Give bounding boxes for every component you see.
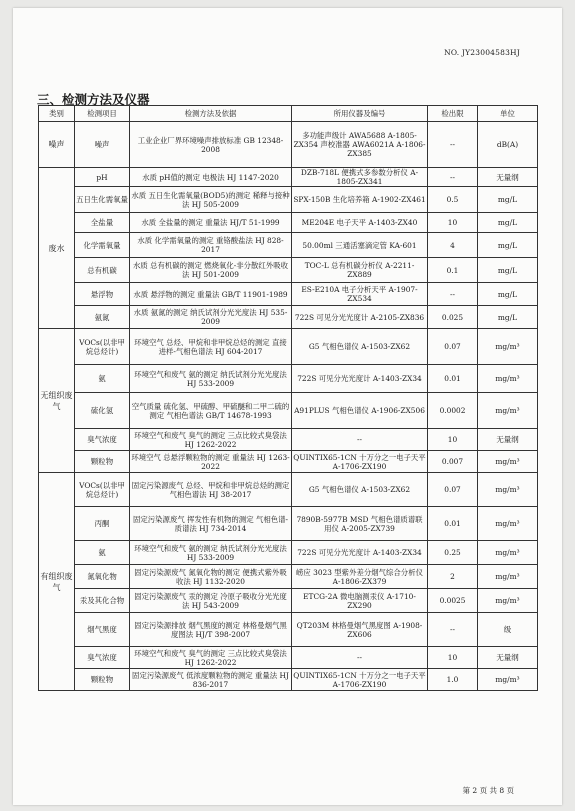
table-row	[39, 168, 538, 187]
document-page	[13, 8, 562, 805]
limit-cell: 0.07	[428, 329, 478, 365]
unit-cell: 无量纲	[478, 429, 538, 451]
item-cell: 氨氮	[75, 306, 130, 329]
method-cell: 水质 pH值的测定 电极法 HJ 1147-2020	[130, 168, 292, 187]
method-cell: 空气质量 硫化氢、甲硫醇、甲硫醚和二甲二硫的测定 气相色谱法 GB/T 14678-1993	[130, 393, 292, 429]
instrument-cell: 722S 可见分光光度计 A-1403-ZX34	[292, 365, 428, 393]
unit-cell: mg/L	[478, 233, 538, 258]
instrument-cell: 722S 可见分光光度计 A-1403-ZX34	[292, 541, 428, 565]
instrument-cell: --	[292, 429, 428, 451]
item-cell: 总有机碳	[75, 258, 130, 283]
method-cell: 固定污染源废气 氮氧化物的测定 便携式紫外吸收法 HJ 1132-2020	[130, 565, 292, 589]
table-row	[39, 565, 538, 589]
unit-cell: mg/m³	[478, 541, 538, 565]
limit-cell: 0.5	[428, 187, 478, 213]
item-cell: pH	[75, 168, 130, 187]
instrument-cell: ES-E210A 电子分析天平 A-1907-ZX534	[292, 283, 428, 306]
instrument-cell: QT203M 林格曼烟气黑度图 A-1908-ZX606	[292, 613, 428, 647]
limit-cell: --	[428, 122, 478, 168]
method-cell: 环境空气和废气 氨的测定 纳氏试剂分光光度法 HJ 533-2009	[130, 541, 292, 565]
header-detection-limit: 检出限	[428, 106, 478, 122]
item-cell: 氨	[75, 365, 130, 393]
table-row	[39, 122, 538, 168]
unit-cell: mg/m³	[478, 329, 538, 365]
table-row	[39, 647, 538, 669]
unit-cell: mg/m³	[478, 473, 538, 507]
header-unit: 单位	[478, 106, 538, 122]
table-row	[39, 451, 538, 473]
methods-instruments-table	[38, 105, 538, 691]
limit-cell: --	[428, 168, 478, 187]
document-number: NO. JY23004583HJ	[444, 48, 520, 57]
instrument-cell: G5 气相色谱仪 A-1503-ZX62	[292, 473, 428, 507]
instrument-cell: ME204E 电子天平 A-1403-ZX40	[292, 213, 428, 233]
instrument-cell: --	[292, 647, 428, 669]
unit-cell: mg/L	[478, 187, 538, 213]
method-cell: 环境空气和废气 臭气的测定 三点比较式臭袋法 HJ 1262-2022	[130, 647, 292, 669]
method-cell: 环境空气和废气 氨的测定 纳氏试剂分光光度法 HJ 533-2009	[130, 365, 292, 393]
limit-cell: 0.01	[428, 365, 478, 393]
header-category: 类别	[39, 106, 75, 122]
table-row	[39, 429, 538, 451]
method-cell: 水质 总有机碳的测定 燃烧氧化-非分散红外吸收法 HJ 501-2009	[130, 258, 292, 283]
table-row	[39, 329, 538, 365]
instrument-cell: QUINTIX65-1CN 十万分之一电子天平 A-1706-ZX190	[293, 670, 426, 689]
limit-cell: 10	[428, 429, 478, 451]
unit-cell: mg/L	[478, 213, 538, 233]
table-row	[39, 213, 538, 233]
unit-cell: 无量纲	[478, 168, 538, 187]
instrument-cell: A91PLUS 气相色谱仪 A-1906-ZX506	[292, 393, 428, 429]
instrument-cell: 7890B-5977B MSD 气相色谱质谱联用仪 A-2005-ZX739	[292, 507, 428, 541]
table-row	[39, 507, 538, 541]
unit-cell: mg/m³	[478, 589, 538, 613]
table-row	[39, 187, 538, 213]
header-item: 检测项目	[75, 106, 130, 122]
unit-cell: mg/m³	[478, 669, 538, 691]
item-cell: 烟气黑度	[75, 613, 130, 647]
method-cell: 水质 全盐量的测定 重量法 HJ/T 51-1999	[130, 213, 292, 233]
instrument-cell: 50.00ml 三通活塞滴定管 KA-601	[292, 233, 428, 258]
method-cell: 固定污染源废气 汞的测定 冷原子吸收分光光度法 HJ 543-2009	[130, 589, 292, 613]
table-row	[39, 258, 538, 283]
method-cell: 环境空气 总悬浮颗粒物的测定 重量法 HJ 1263-2022	[131, 452, 290, 471]
instrument-cell: TOC-L 总有机碳分析仪 A-2211-ZX889	[292, 258, 428, 283]
item-cell: 颗粒物	[75, 451, 130, 473]
method-cell: 工业企业厂界环境噪声排放标准 GB 12348-2008	[130, 122, 292, 168]
item-cell: 臭气浓度	[75, 647, 130, 669]
limit-cell: 0.07	[428, 473, 478, 507]
method-cell: 环境空气 总烃、甲烷和非甲烷总烃的测定 直接进样-气相色谱法 HJ 604-2017	[130, 329, 292, 365]
item-cell: VOCs(以非甲烷总烃计)	[75, 473, 130, 507]
section-title: 三、检测方法及仪器	[37, 92, 150, 107]
item-cell: 五日生化需氧量	[75, 187, 130, 213]
limit-cell: 0.01	[428, 507, 478, 541]
method-cell: 环境空气和废气 臭气的测定 三点比较式臭袋法 HJ 1262-2022	[130, 429, 292, 451]
method-cell: 固定污染源废气 总烃、甲烷和非甲烷总烃的测定 气相色谱法 HJ 38-2017	[130, 473, 292, 507]
item-cell: 颗粒物	[75, 669, 130, 691]
limit-cell: 10	[428, 213, 478, 233]
category-cell: 噪声	[39, 122, 75, 168]
table-row	[39, 393, 538, 429]
unit-cell: mg/m³	[478, 451, 538, 473]
method-cell: 固定污染源废气 挥发性有机物的测定 气相色谱-质谱法 HJ 734-2014	[130, 507, 292, 541]
table-header-row	[39, 106, 538, 122]
item-cell: 硫化氢	[75, 393, 130, 429]
limit-cell: --	[428, 283, 478, 306]
item-cell: 臭气浓度	[75, 429, 130, 451]
unit-cell: mg/m³	[478, 507, 538, 541]
instrument-cell: 多功能声级计 AWA5688 A-1805-ZX354 声校准器 AWA6021A A-1806-ZX385	[292, 122, 428, 168]
item-cell: 噪声	[75, 122, 130, 168]
table-row	[39, 365, 538, 393]
item-cell: VOCs(以非甲烷总烃计)	[75, 329, 130, 365]
table-row	[39, 613, 538, 647]
limit-cell: 0.25	[428, 541, 478, 565]
item-cell: 氨	[75, 541, 130, 565]
item-cell: 化学需氧量	[75, 233, 130, 258]
unit-cell: mg/m³	[478, 365, 538, 393]
method-cell: 水质 悬浮物的测定 重量法 GB/T 11901-1989	[130, 283, 292, 306]
item-cell: 汞及其化合物	[75, 589, 130, 613]
limit-cell: 1.0	[428, 669, 478, 691]
unit-cell: mg/L	[478, 306, 538, 329]
limit-cell: 0.1	[428, 258, 478, 283]
table-row	[39, 306, 538, 329]
table-row	[39, 669, 538, 691]
item-cell: 全盐量	[75, 213, 130, 233]
method-cell: 固定污染源排放 烟气黑度的测定 林格曼烟气黑度图法 HJ/T 398-2007	[130, 613, 292, 647]
unit-cell: mg/L	[478, 283, 538, 306]
instrument-cell: 崂应 3023 型紫外差分烟气综合分析仪 A-1806-ZX379	[292, 565, 428, 589]
method-cell: 固定污染源废气 低浓度颗粒物的测定 重量法 HJ 836-2017	[130, 669, 292, 691]
unit-cell: dB(A)	[478, 122, 538, 168]
table-row	[39, 233, 538, 258]
limit-cell: 0.025	[428, 306, 478, 329]
limit-cell: --	[428, 613, 478, 647]
instrument-cell: SPX-150B 生化培养箱 A-1902-ZX461	[292, 187, 428, 213]
page-footer: 第 2 页 共 8 页	[462, 786, 514, 795]
table-row	[39, 541, 538, 565]
limit-cell: 0.0002	[428, 393, 478, 429]
instrument-cell: 722S 可见分光光度计 A-2105-ZX836	[292, 306, 428, 329]
limit-cell: 2	[428, 565, 478, 589]
item-cell: 氮氧化物	[75, 565, 130, 589]
item-cell: 丙酮	[75, 507, 130, 541]
method-cell: 水质 五日生化需氧量(BOD5)的测定 稀释与接种法 HJ 505-2009	[130, 187, 292, 213]
instrument-cell: G5 气相色谱仪 A-1503-ZX62	[292, 329, 428, 365]
method-cell: 水质 化学需氧量的测定 重铬酸盐法 HJ 828-2017	[130, 233, 292, 258]
table-row	[39, 589, 538, 613]
instrument-cell: DZB-718L 便携式多参数分析仪 A-1805-ZX341	[292, 168, 428, 187]
limit-cell: 10	[428, 647, 478, 669]
limit-cell: 4	[428, 233, 478, 258]
table-row	[39, 283, 538, 306]
unit-cell: 无量纲	[478, 647, 538, 669]
category-cell: 无组织废气	[39, 329, 75, 473]
limit-cell: 0.007	[428, 451, 478, 473]
table-row	[39, 473, 538, 507]
header-method: 检测方法及依据	[130, 106, 292, 122]
instrument-cell: ETCG-2A 微电脑测汞仪 A-1710-ZX290	[292, 589, 428, 613]
category-cell: 废水	[39, 168, 75, 329]
unit-cell: mg/m³	[478, 565, 538, 589]
instrument-cell: QUINTIX65-1CN 十万分之一电子天平 A-1706-ZX190	[293, 452, 426, 471]
unit-cell: 级	[478, 613, 538, 647]
header-instrument: 所用仪器及编号	[292, 106, 428, 122]
category-cell: 有组织废气	[39, 473, 75, 691]
unit-cell: mg/L	[478, 258, 538, 283]
unit-cell: mg/m³	[478, 393, 538, 429]
limit-cell: 0.0025	[428, 589, 478, 613]
item-cell: 悬浮物	[75, 283, 130, 306]
method-cell: 水质 氨氮的测定 纳氏试剂分光光度法 HJ 535-2009	[130, 306, 292, 329]
